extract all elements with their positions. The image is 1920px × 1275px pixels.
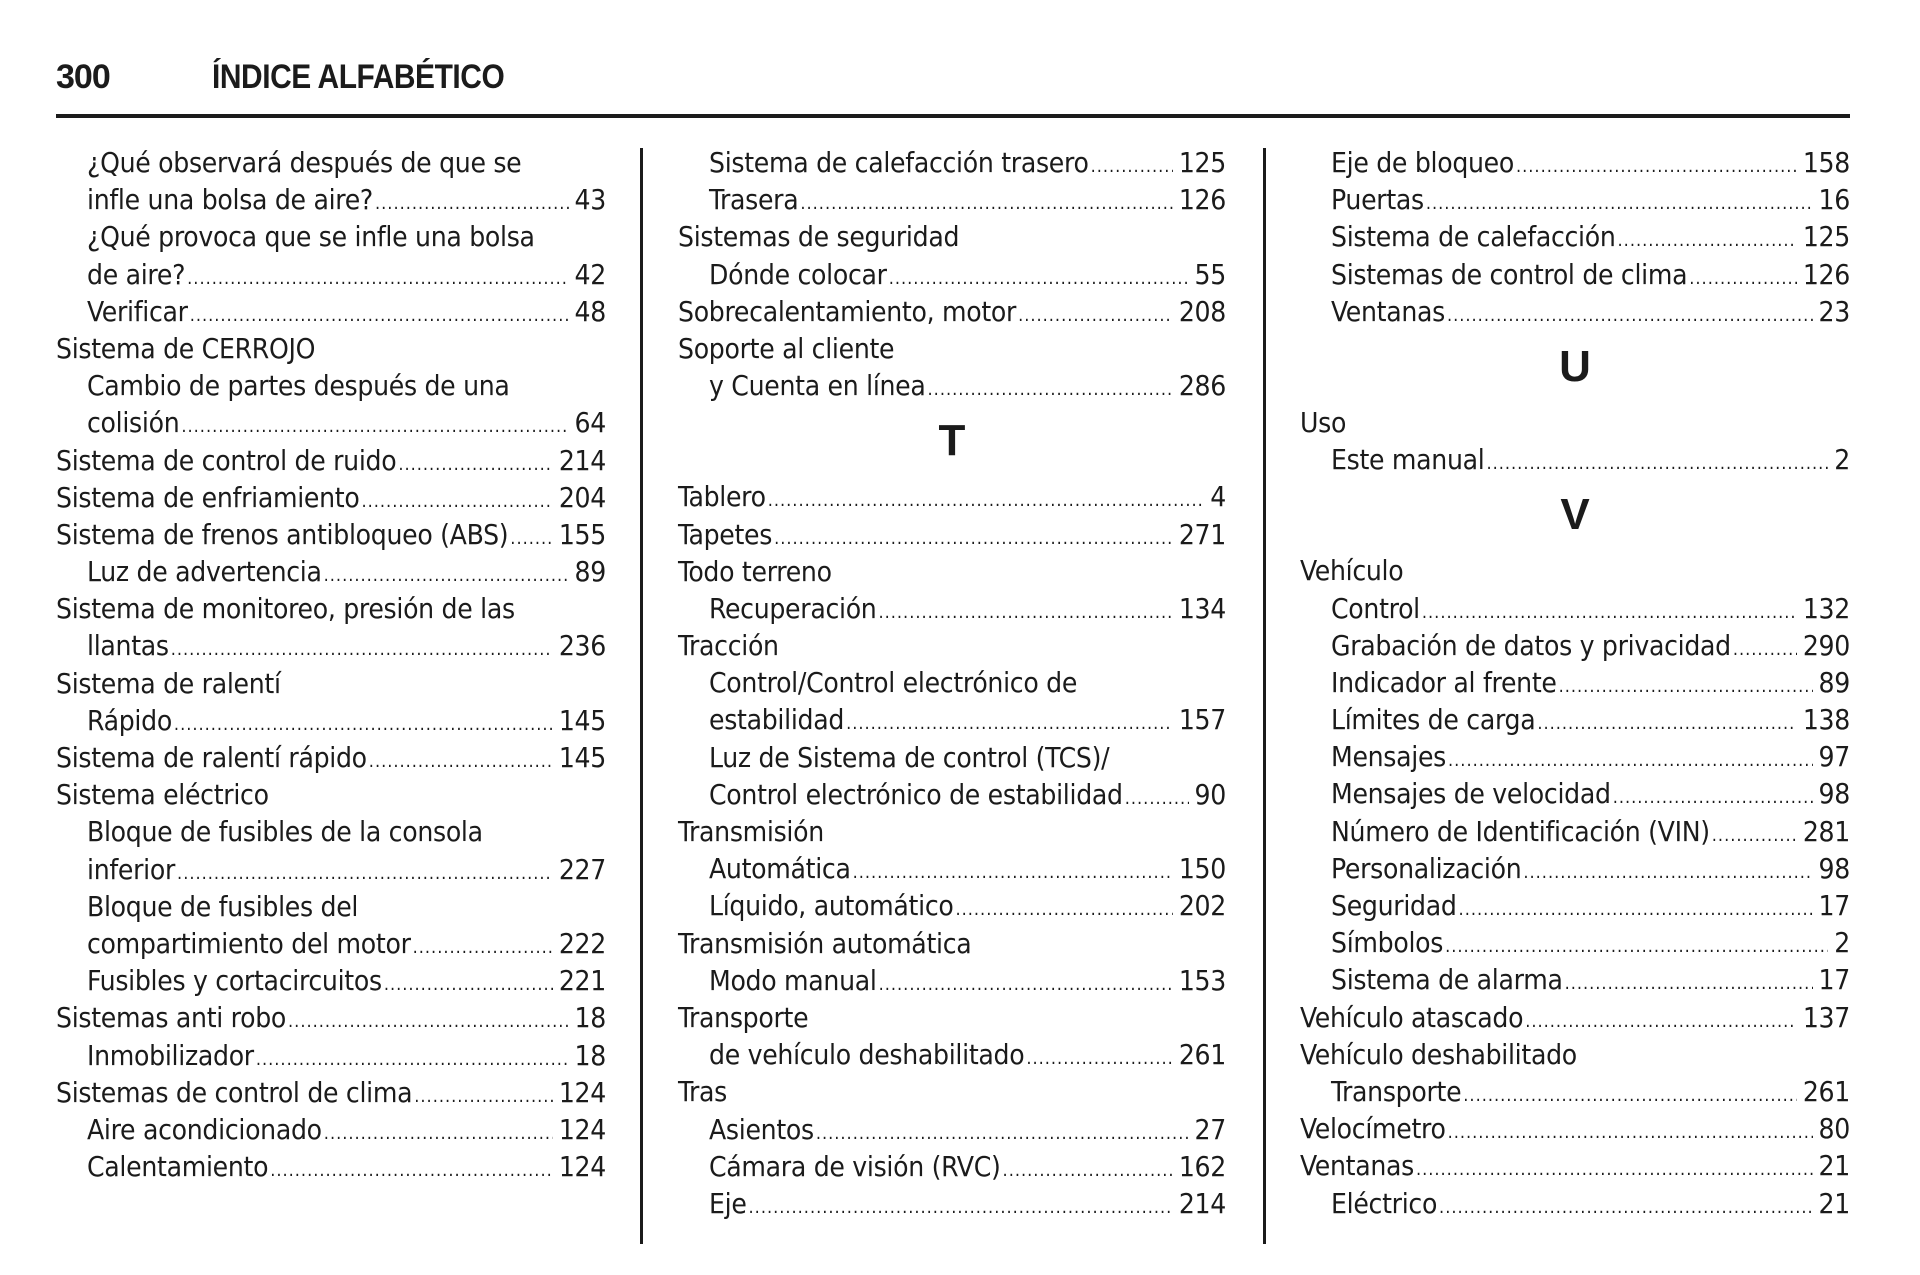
entry-term: Mensajes: [1331, 740, 1447, 774]
entry-term: Número de Identificación (VIN): [1331, 814, 1710, 848]
page-reference: 145: [558, 703, 606, 737]
dot-leader: [853, 854, 1173, 891]
index-column-3: [1300, 144, 1850, 1222]
dot-leader: [1445, 928, 1828, 965]
index-subentry: [1300, 293, 1850, 330]
index-subentry: [56, 627, 606, 664]
dot-leader: [879, 966, 1173, 1003]
page-reference: 18: [574, 1001, 606, 1035]
dot-leader: [816, 1115, 1189, 1152]
index-entry: [1300, 1036, 1850, 1073]
page-reference: 214: [1178, 1186, 1226, 1220]
index-entry: [678, 553, 1226, 590]
dot-leader: [749, 1189, 1173, 1226]
index-subentry: [1300, 887, 1850, 924]
entry-term: Sistema de monitoreo, presión de las: [56, 592, 515, 626]
page-reference: 17: [1818, 889, 1850, 922]
index-subentry: [678, 1111, 1226, 1148]
dot-leader: [181, 408, 568, 445]
index-subentry: [56, 813, 606, 850]
index-subentry: [56, 218, 606, 255]
dot-leader: [1459, 891, 1813, 928]
dot-leader: [1003, 1152, 1173, 1189]
page-reference: 261: [1802, 1074, 1850, 1108]
dot-leader: [1618, 222, 1797, 259]
dot-leader: [1689, 260, 1797, 297]
index-subentry: [678, 887, 1226, 924]
index-subentry: [56, 1037, 606, 1074]
dot-leader: [510, 520, 553, 557]
page-reference: 202: [1178, 889, 1226, 923]
dot-leader: [324, 557, 569, 594]
entry-term: de aire?: [87, 257, 186, 291]
dot-leader: [955, 891, 1172, 928]
entry-term: Sistema de frenos antibloqueo (ABS): [56, 517, 509, 551]
entry-term: Símbolos: [1331, 926, 1444, 960]
entry-term: Bloque de fusibles del: [87, 889, 359, 923]
index-entry: [678, 813, 1226, 850]
index-subentry: [678, 590, 1226, 627]
index-entry: [678, 516, 1226, 553]
index-entry: [56, 516, 606, 553]
index-entry: [56, 590, 606, 627]
index-subentry: [56, 702, 606, 739]
entry-term: Modo manual: [709, 963, 877, 997]
entry-term: Control electrónico de estabilidad: [709, 777, 1123, 811]
dot-leader: [1463, 1077, 1797, 1114]
index-subentry: [678, 1185, 1226, 1222]
page-reference: 98: [1818, 851, 1850, 885]
index-entry: [678, 330, 1226, 367]
page-reference: 227: [558, 852, 606, 886]
index-subentry: [1300, 627, 1850, 664]
index-subentry: [678, 776, 1226, 813]
entry-term: Tras: [678, 1075, 727, 1109]
dot-leader: [1422, 594, 1797, 631]
page-reference: 281: [1802, 814, 1850, 848]
page-reference: 221: [558, 964, 606, 998]
page-reference: 208: [1178, 294, 1226, 328]
index-subentry: [56, 553, 606, 590]
page-reference: 2: [1834, 443, 1850, 477]
entry-term: Vehículo atascado: [1300, 1000, 1524, 1034]
index-entry: [56, 330, 606, 367]
entry-term: Transporte: [678, 1000, 809, 1034]
entry-term: Control/Control electrónico de: [709, 666, 1078, 700]
page-reference: 89: [1818, 665, 1850, 699]
dot-leader: [1125, 780, 1189, 817]
index-subentry: [678, 1036, 1226, 1073]
entry-term: Tablero: [678, 480, 766, 514]
column-divider: [1263, 148, 1266, 1244]
entry-term: Aire acondicionado: [87, 1112, 322, 1146]
index-entry: [1300, 999, 1850, 1036]
page-reference: 90: [1194, 777, 1226, 811]
entry-term: Tapetes: [678, 517, 773, 551]
index-subentry: [1300, 218, 1850, 255]
dot-leader: [1426, 185, 1813, 222]
entry-term: Sistema de alarma: [1331, 963, 1563, 997]
page-reference: 89: [574, 555, 606, 589]
page-reference: 153: [1178, 963, 1226, 997]
page-reference: 2: [1834, 926, 1850, 960]
index-column-1: [56, 144, 606, 1185]
page-reference: 21: [1818, 1149, 1850, 1183]
index-subentry: [1300, 441, 1850, 478]
page-reference: 98: [1818, 777, 1850, 811]
page-reference: 97: [1818, 740, 1850, 774]
page-reference: 204: [558, 480, 606, 514]
entry-term: Automática: [709, 852, 851, 886]
entry-term: Calentamiento: [87, 1150, 269, 1184]
index-subentry: [56, 367, 606, 404]
dot-leader: [361, 483, 552, 520]
dot-leader: [171, 631, 553, 668]
entry-term: Rápido: [87, 703, 172, 737]
dot-leader: [846, 705, 1173, 742]
page-reference: 125: [1802, 220, 1850, 254]
entry-term: Sistema eléctrico: [56, 778, 269, 812]
dot-leader: [1565, 965, 1813, 1002]
index-subentry: [1300, 701, 1850, 738]
entry-term: Tracción: [678, 629, 779, 663]
page-reference: 155: [558, 517, 606, 551]
index-subentry: [56, 888, 606, 925]
entry-term: Luz de advertencia: [87, 555, 322, 589]
dot-leader: [187, 260, 568, 297]
dot-leader: [375, 185, 569, 222]
page-reference: 55: [1194, 257, 1226, 291]
page-reference: 126: [1802, 257, 1850, 291]
entry-term: Personalización: [1331, 851, 1522, 885]
dot-leader: [1026, 1040, 1172, 1077]
index-subentry: [56, 1111, 606, 1148]
index-subentry: [1300, 813, 1850, 850]
entry-term: de vehículo deshabilitado: [709, 1038, 1025, 1072]
index-subentry: [1300, 850, 1850, 887]
page-reference: 42: [574, 257, 606, 291]
page-reference: 124: [558, 1112, 606, 1146]
entry-term: Transporte: [1331, 1074, 1462, 1108]
entry-term: Inmobilizador: [87, 1038, 254, 1072]
entry-term: Sistema de calefacción: [1331, 220, 1616, 254]
index-column-2: [678, 144, 1226, 1222]
page-reference: 126: [1178, 183, 1226, 217]
page-header: [56, 58, 544, 98]
entry-term: inferior: [87, 852, 176, 886]
entry-term: Sistema de ralentí: [56, 666, 281, 700]
index-subentry: [56, 144, 606, 181]
entry-term: Luz de Sistema de control (TCS)/: [709, 740, 1110, 774]
index-entry: [56, 739, 606, 776]
entry-term: Vehículo deshabilitado: [1300, 1037, 1577, 1071]
section-letter-heading: U: [1559, 341, 1591, 391]
index-entry: [56, 665, 606, 702]
entry-term: Vehículo: [1300, 554, 1404, 588]
index-subentry: [678, 962, 1226, 999]
index-entry: [678, 999, 1226, 1036]
entry-term: Verificar: [87, 294, 188, 328]
entry-term: Sistemas de seguridad: [678, 220, 960, 254]
index-subentry: [1300, 590, 1850, 627]
index-subentry: [678, 739, 1226, 776]
dot-leader: [768, 482, 1205, 519]
dot-leader: [190, 297, 569, 334]
entry-term: Dónde colocar: [709, 257, 887, 291]
page-reference: 23: [1818, 294, 1850, 328]
page-reference: 236: [558, 629, 606, 663]
index-subentry: [1300, 144, 1850, 181]
page-reference: 21: [1818, 1186, 1850, 1220]
index-subentry: [678, 181, 1226, 218]
dot-leader: [256, 1041, 569, 1078]
dot-leader: [1525, 1003, 1797, 1040]
dot-leader: [1712, 817, 1797, 854]
column-divider: [640, 148, 643, 1244]
entry-term: Ventanas: [1300, 1149, 1414, 1183]
index-subentry: [1300, 1185, 1850, 1222]
index-subentry: [678, 664, 1226, 701]
page-reference: 162: [1178, 1149, 1226, 1183]
page-reference: 222: [558, 926, 606, 960]
section-letter-heading: V: [1560, 490, 1590, 540]
dot-leader: [1486, 445, 1828, 482]
entry-term: estabilidad: [709, 703, 845, 737]
dot-leader: [1523, 854, 1812, 891]
page-reference: 27: [1194, 1112, 1226, 1146]
entry-term: Todo terreno: [678, 554, 832, 588]
entry-term: colisión: [87, 406, 180, 440]
entry-term: Eje de bloqueo: [1331, 146, 1514, 179]
dot-leader: [414, 1078, 553, 1115]
entry-term: Sistemas de control de clima: [1331, 257, 1688, 291]
entry-term: Transmisión automática: [678, 926, 972, 960]
entry-term: llantas: [87, 629, 169, 663]
dot-leader: [1447, 297, 1813, 334]
page-reference: 16: [1818, 183, 1850, 217]
entry-term: Bloque de fusibles de la consola: [87, 815, 483, 849]
entry-term: Uso: [1300, 405, 1347, 439]
index-subentry: [56, 962, 606, 999]
index-subentry: [56, 1148, 606, 1185]
page-reference: 138: [1802, 703, 1850, 737]
index-entry: [56, 776, 606, 813]
index-subentry: [1300, 738, 1850, 775]
dot-leader: [1559, 668, 1813, 705]
index-subentry: [678, 256, 1226, 293]
index-subentry: [56, 851, 606, 888]
dot-leader: [889, 260, 1189, 297]
page-reference: 286: [1178, 369, 1226, 403]
dot-leader: [174, 706, 553, 743]
index-entry: [56, 479, 606, 516]
page-reference: 290: [1802, 628, 1850, 662]
index-entry: [678, 925, 1226, 962]
dot-leader: [1018, 297, 1173, 334]
index-entry: [678, 218, 1226, 255]
entry-term: Líquido, automático: [709, 889, 954, 923]
index-subentry: [1300, 256, 1850, 293]
dot-leader: [1516, 148, 1797, 185]
page-reference: 158: [1802, 146, 1850, 179]
entry-term: Sobrecalentamiento, motor: [678, 294, 1017, 328]
index-subentry: [678, 1148, 1226, 1185]
page-number: 300: [56, 58, 110, 96]
entry-term: Límites de carga: [1331, 703, 1536, 737]
index-subentry: [56, 293, 606, 330]
index-entry: [1300, 552, 1850, 589]
page-reference: 271: [1178, 517, 1226, 551]
index-subentry: [678, 701, 1226, 738]
entry-term: Control: [1331, 591, 1420, 625]
entry-term: compartimiento del motor: [87, 926, 411, 960]
entry-term: ¿Qué provoca que se infle una bolsa: [87, 220, 535, 254]
dot-leader: [384, 966, 553, 1003]
dot-leader: [774, 520, 1173, 557]
dot-leader: [1091, 148, 1173, 185]
page-reference: 18: [574, 1038, 606, 1072]
entry-term: infle una bolsa de aire?: [87, 183, 374, 217]
dot-leader: [177, 855, 553, 892]
index-subentry: [56, 181, 606, 218]
dot-leader: [1448, 1114, 1813, 1151]
dot-leader: [1613, 779, 1813, 816]
entry-term: Sistema de calefacción trasero: [709, 146, 1089, 179]
entry-term: Indicador al frente: [1331, 665, 1557, 699]
entry-term: Seguridad: [1331, 889, 1457, 922]
index-subentry: [1300, 924, 1850, 961]
dot-leader: [270, 1152, 553, 1189]
index-entry: [678, 627, 1226, 664]
entry-term: Eléctrico: [1331, 1186, 1438, 1220]
dot-leader: [1416, 1151, 1813, 1188]
entry-term: Sistemas de control de clima: [56, 1075, 413, 1109]
dot-leader: [288, 1003, 569, 1040]
index-entry: [1300, 1110, 1850, 1147]
index-subentry: [678, 367, 1226, 404]
entry-term: Transmisión: [678, 815, 824, 848]
page-reference: 80: [1818, 1112, 1850, 1146]
page-reference: 4: [1210, 480, 1226, 514]
dot-leader: [1537, 705, 1796, 742]
entry-term: Puertas: [1331, 183, 1424, 217]
index-entry: [678, 1073, 1226, 1110]
page-reference: 137: [1802, 1000, 1850, 1034]
index-entry: [1300, 404, 1850, 441]
entry-term: Eje: [709, 1186, 747, 1220]
page-reference: 157: [1178, 703, 1226, 737]
dot-leader: [369, 743, 553, 780]
entry-term: Ventanas: [1331, 294, 1445, 328]
entry-term: Recuperación: [709, 591, 877, 625]
index-entry: [56, 999, 606, 1036]
entry-term: Grabación de datos y privacidad: [1331, 628, 1731, 662]
index-entry: [56, 1074, 606, 1111]
index-subentry: [1300, 961, 1850, 998]
dot-leader: [398, 446, 553, 483]
dot-leader: [878, 594, 1172, 631]
index-subentry: [1300, 181, 1850, 218]
page-reference: 261: [1178, 1038, 1226, 1072]
entry-term: ¿Qué observará después de que se: [87, 146, 522, 179]
section-letter-heading: T: [938, 416, 966, 466]
index-subentry: [678, 144, 1226, 181]
page-reference: 43: [574, 183, 606, 217]
page-reference: 145: [558, 741, 606, 774]
index-subentry: [56, 925, 606, 962]
page-reference: 125: [1178, 146, 1226, 179]
entry-term: Sistemas anti robo: [56, 1001, 287, 1035]
page-reference: 124: [558, 1150, 606, 1184]
page-reference: 150: [1178, 852, 1226, 886]
entry-term: Sistema de control de ruido: [56, 443, 397, 477]
index-subentry: [56, 256, 606, 293]
dot-leader: [324, 1115, 553, 1152]
index-subentry: [1300, 775, 1850, 812]
entry-term: Fusibles y cortacircuitos: [87, 964, 382, 998]
header-rule: [56, 114, 1850, 118]
index-subentry: [1300, 664, 1850, 701]
page-title: ÍNDICE ALFABÉTICO: [211, 58, 505, 96]
dot-leader: [800, 185, 1172, 222]
entry-term: Trasera: [709, 183, 799, 217]
entry-term: Cambio de partes después de una: [87, 369, 510, 403]
entry-term: Soporte al cliente: [678, 331, 895, 365]
dot-leader: [1733, 631, 1797, 668]
index-subentry: [56, 404, 606, 441]
page-reference: 214: [558, 443, 606, 477]
dot-leader: [1448, 742, 1813, 779]
entry-term: Sistema de ralentí rápido: [56, 741, 367, 774]
page-reference: 64: [574, 406, 606, 440]
page-reference: 132: [1802, 591, 1850, 625]
entry-term: y Cuenta en línea: [709, 369, 926, 403]
entry-term: Mensajes de velocidad: [1331, 777, 1611, 811]
page-reference: 48: [574, 294, 606, 328]
entry-term: Velocímetro: [1300, 1112, 1446, 1146]
entry-term: Sistema de enfriamiento: [56, 480, 360, 514]
index-entry: [678, 293, 1226, 330]
entry-term: Este manual: [1331, 443, 1485, 477]
page-reference: 134: [1178, 591, 1226, 625]
index-subentry: [1300, 1073, 1850, 1110]
page-reference: 124: [558, 1075, 606, 1109]
dot-leader: [1439, 1189, 1813, 1226]
entry-term: Asientos: [709, 1112, 814, 1146]
entry-term: Sistema de CERROJO: [56, 331, 316, 365]
index-entry: [678, 478, 1226, 515]
index-entry: [56, 442, 606, 479]
page-reference: 17: [1818, 963, 1850, 997]
dot-leader: [928, 371, 1173, 408]
entry-term: Cámara de visión (RVC): [709, 1149, 1001, 1183]
index-subentry: [678, 850, 1226, 887]
dot-leader: [413, 929, 553, 966]
index-entry: [1300, 1147, 1850, 1184]
